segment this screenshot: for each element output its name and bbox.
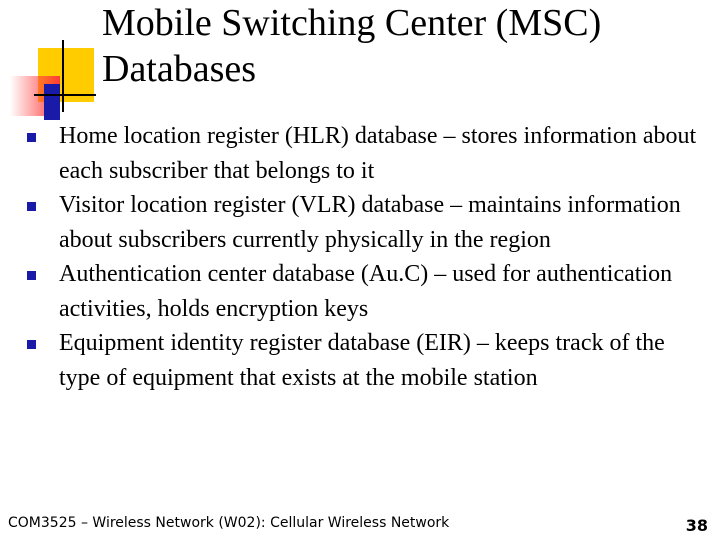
decorative-vertical-line (62, 40, 64, 112)
slide-title-line-2: Databases (102, 48, 257, 90)
square-bullet-icon (27, 271, 36, 280)
bullet-text: Authentication center database (Au.C) – used for authentication activities, holds encryption keys (59, 261, 673, 322)
slide-title-line-1: Mobile Switching Center (MSC) (102, 2, 602, 44)
slide-footer: COM3525 – Wireless Network (W02): Cellular Wireless Network (8, 515, 450, 531)
decorative-blue-square (44, 84, 60, 120)
bullet-text: Home location register (HLR) database – stores information about each subscriber that belongs to it (59, 123, 697, 184)
square-bullet-icon (27, 340, 36, 349)
square-bullet-icon (27, 133, 36, 142)
slide-title (102, 0, 702, 92)
bullet-item-auc (0, 257, 699, 326)
page-number: 38 (685, 516, 708, 535)
bullet-item-eir (0, 326, 699, 395)
bullet-text: Equipment identity register database (EIR) – keeps track of the type of equipment that exists at the mobile station (59, 330, 665, 391)
decorative-horizontal-line (34, 94, 96, 96)
square-bullet-icon (27, 202, 36, 211)
bullet-item-vlr (0, 188, 699, 257)
bullet-list (0, 119, 720, 395)
bullet-text: Visitor location register (VLR) database – maintains information about subscribers currently physically in the region (59, 192, 681, 253)
bullet-item-hlr (0, 119, 699, 188)
